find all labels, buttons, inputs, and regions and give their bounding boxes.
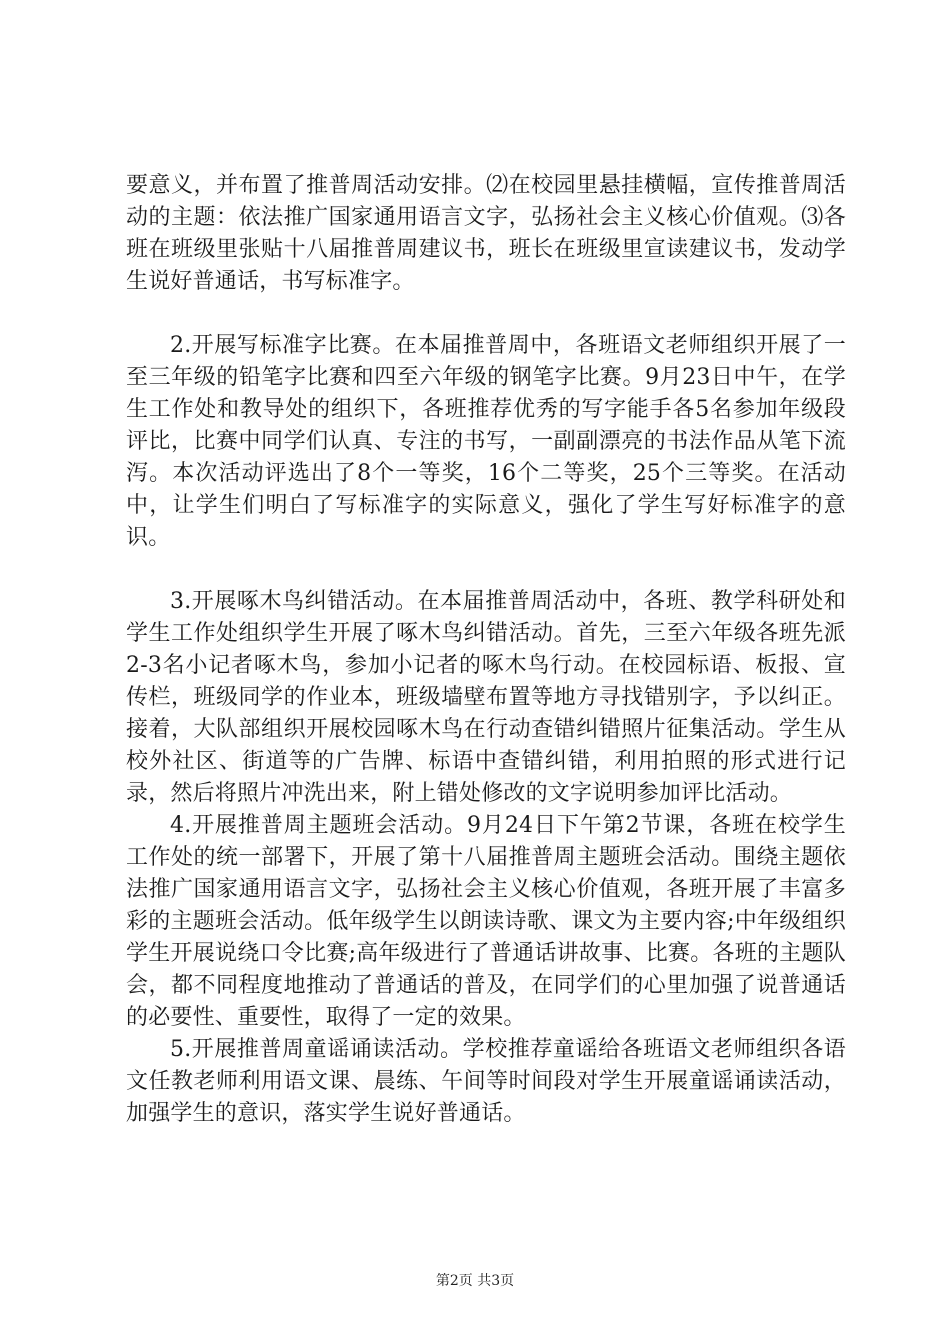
paragraph-item-4: 4.开展推普周主题班会活动。9月24日下午第2节课，各班在校学生工作处的统一部署下，开展了第十八届推普周主题班会活动。围绕主题依法推广国家通用语言文字，弘扬社会主义核心价值观，各班开展了丰富多彩的主题班会活动。低年级学生以朗读诗歌、课文为主要内容;中年级组织学生开展说绕口令比赛;高年级进行了普通话讲故事、比赛。各班的主题队会，都不同程度地推动了普通话的普及，在同学们的心里加强了说普通话的必要性、重要性，取得了一定的效果。 [126, 813, 846, 1030]
document-body [126, 170, 846, 1130]
paragraph-continuation: 要意义，并布置了推普周活动安排。⑵在校园里悬挂横幅，宣传推普周活动的主题：依法推广国家通用语言文字，弘扬社会主义核心价值观。⑶各班在班级里张贴十八届推普周建议书，班长在班级里宣读建议书，发动学生说好普通话，书写标准字。 [126, 173, 846, 294]
paragraph-item-5: 5.开展推普周童谣诵读活动。学校推荐童谣给各班语文老师组织各语文任教老师利用语文课、晨练、午间等时间段对学生开展童谣诵读活动，加强学生的意识，落实学生说好普通话。 [126, 1037, 846, 1126]
paragraph-item-2: 2.开展写标准字比赛。在本届推普周中，各班语文老师组织开展了一至三年级的铅笔字比赛和四至六年级的钢笔字比赛。9月23日中午，在学生工作处和教导处的组织下，各班推荐优秀的写字能手各5名参加年级段评比，比赛中同学们认真、专注的书写，一副副漂亮的书法作品从笔下流泻。本次活动评选出了8个一等奖，16个二等奖，25个三等奖。在活动中，让学生们明白了写标准字的实际意义，强化了学生写好标准字的意识。 [126, 333, 846, 550]
page-footer: 第2页 共3页 [435, 1273, 515, 1289]
paragraph-item-3: 3.开展啄木鸟纠错活动。在本届推普周活动中，各班、教学科研处和学生工作处组织学生开展了啄木鸟纠错活动。首先，三至六年级各班先派2-3名小记者啄木鸟，参加小记者的啄木鸟行动。在校园标语、板报、宣传栏，班级同学的作业本，班级墙壁布置等地方寻找错别字，予以纠正。接着，大队部组织开展校园啄木鸟在行动查错纠错照片征集活动。学生从校外社区、街道等的广告牌、标语中查错纠错，利用拍照的形式进行记录，然后将照片冲洗出来，附上错处修改的文字说明参加评比活动。 [126, 589, 846, 806]
